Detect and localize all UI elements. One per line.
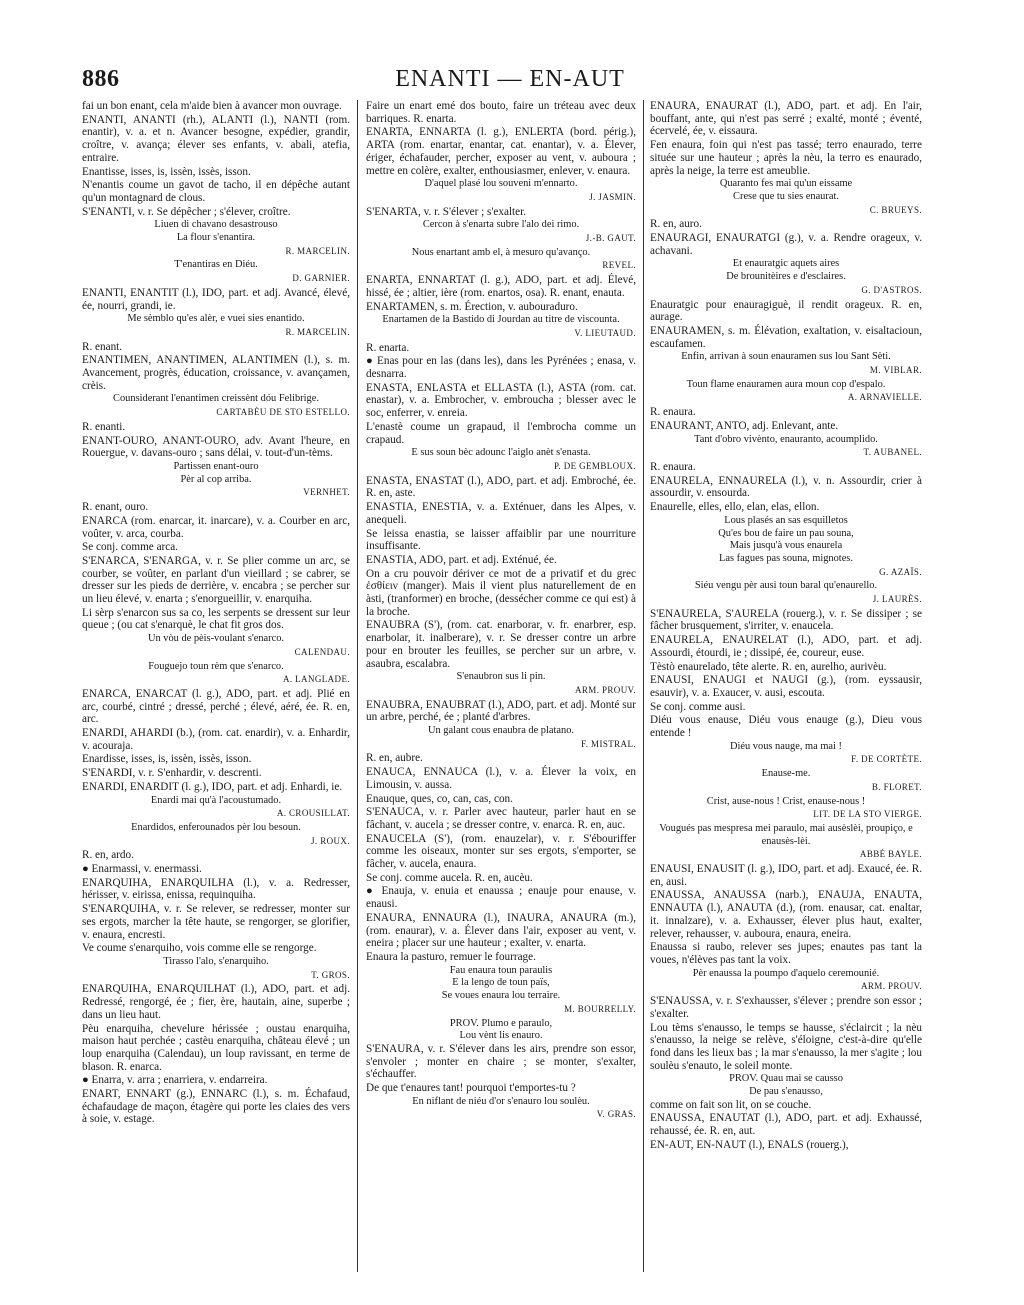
text-column-middle [366,100,636,1290]
citation-author: C. BRUEYS. [869,204,922,215]
citation-author: R. MARCELIN. [285,245,350,256]
quotation-line: Lous plasés an sas esquilletos [724,514,848,526]
dictionary-entry: fai un bon enant, cela m'aide bien à avancer mon ouvrage. [82,100,342,112]
dictionary-entry: Se conj. comme ausi. [650,700,746,713]
citation-author: T. AUBANEL. [863,447,922,458]
dictionary-entry: ENARTA, ENNARTA (l. g.), ENLERTA (bord. périg.), ARTA (rom. enartar, enantar, cat. enantar), v. a. Élever, ériger, échafauder, percher, exposer au vent, v. auboura ; mettre en colère, exalter, enthousiasmer, enlever, v. enaura. [366,126,636,177]
dictionary-entry: ENAURA, ENNAURA (l.), INAURA, ANAURA (m.), (rom. enaurar), v. a. Élever dans l'air, exposer au vent, v. eneira ; placer sur une hauteur ; exalter, v. enarta. [366,911,636,950]
citation-author: J.-B. GAUT. [585,233,636,244]
citation-author: J. LAURÈS. [872,594,922,605]
citation-author: ABBÉ BAYLE. [859,849,922,860]
dictionary-entry: S'ENAUCA, v. r. Parler avec hauteur, parler haut en se fâchant, v. aucela ; se dresser contre, v. enarca. R. en, auc. [366,806,636,831]
quotation-line: Las fagues pas souna, mignotes. [719,552,853,564]
quotation-line: Enause-me. [761,768,811,780]
dictionary-entry: comme on fait son lit, on se couche. [650,1098,812,1111]
quotation-line: Fau enaura toun paraulis [449,964,553,976]
dictionary-entry: ENAUSI, ENAUSIT (l. g.), IDO, part. et adj. Exaucé, ée. R. en, ausi. [650,863,922,888]
dictionary-entry: ENANT-OURO, ANANT-OURO, adv. Avant l'heure, en Rouergue, v. davans-ouro ; sans délai, v. tout-d'un-tèms. [82,434,350,460]
dictionary-entry: Pèu enarquiha, chevelure hérissée ; oustau enarquiha, maison haut perchée ; castèu enarquiha, château élevé ; un loup enarquiha (Calendau), un loup ravissant, en terme de blason. R. enarca. [82,1022,350,1073]
citation-author: M. VIBLAR. [869,365,922,376]
dictionary-entry: ENARTA, ENNARTAT (l. g.), ADO, part. et adj. Élevé, hissé, ée ; altier, ière (rom. enartos, osa). R. enant, enauta. [366,274,636,299]
quotation-line: PROV. Plumo e paraulo, [449,1017,553,1029]
citation-author: A. CROUSILLAT. [276,808,350,819]
running-head: ENANTI — EN-AUT [395,66,625,92]
quotation-line: Toun flame enauramen aura moun cop d'espalo. [686,378,886,390]
quotation-line: S'enaubron sus li pin. [456,671,546,683]
citation-author: D. GARNIER. [292,273,350,284]
citation-author: CARTABÈU DE STO ESTELLO. [216,407,350,418]
dictionary-entry: ENARCA, ENARCAT (l. g.), ADO, part. et adj. Plié en arc, courbé, cintré ; dressé, perché ; élevé, aéré, ée. R. en, arc. [82,687,350,726]
dictionary-entry: Enaussa si raubo, relever ses jupes; enautes pas tant la voues, n'élèves pas tant la voix. [650,941,922,966]
dictionary-entry: On a cru pouvoir dériver ce mot de a privatif et du grec ἐσθίειν (manger). Mais il vient plus naturellement de en àsti, (tranformer) en broche, (dessécher comme ce qui est) à la broche. [366,567,636,618]
dictionary-entry: ENARCA (rom. enarcar, it. inarcare), v. a. Courber en arc, voûter, v. arca, courba. [82,514,350,540]
dictionary-entry: Enauque, ques, co, can, cas, con. [366,792,513,805]
dictionary-entry: ENARQUIHA, ENARQUILHAT (l.), ADO, part. et adj. Redressé, rengorgé, ée ; fier, ère, hautain, aine, superbe ; dans un lieu haut. [82,983,350,1021]
dictionary-entry: ENAURA, ENAURAT (l.), ADO, part. et adj. En l'air, bouffant, ante, qui n'est pas serré ; exalté, monté ; éventé, écervelé, ée, v. eissaura. [650,100,922,138]
citation-author: G. AZAÏS. [879,566,922,577]
dictionary-entry: ENAUBRA, ENAUBRAT (l.), ADO, part. et adj. Monté sur un arbre, perché, ée ; planté d'arbres. [366,698,636,724]
citation-author: J. JASMIN. [589,191,636,202]
quotation-line: Se voues enaura lou terraire. [441,990,561,1002]
dictionary-entry: R. enarta. [366,341,410,354]
dictionary-entry: S'ENANTI, v. r. Se dépêcher ; s'élever, croître. [82,205,291,218]
dictionary-entry: N'enantis coume un gavot de tacho, il en dépêche autant qu'un montagnard de clous. [82,179,350,204]
dictionary-entry: R. enant, ouro. [82,501,149,514]
quotation-line: T'enantiras en Diéu. [174,259,258,271]
dictionary-entry: ENAUBRA (S'), (rom. cat. enarborar, v. fr. enarbrer, esp. enarbolar, it. inalberare), v. r. Se dresser contre un arbre pour en brouter les feuilles, se percher sur un arbre, v. asaubra, escalabra. [366,619,636,670]
quotation-line: Lou vènt lis enauro. [459,1030,543,1042]
quotation-line: Crese que tu sies enaurat. [733,190,839,202]
dictionary-entry: R. enanti. [82,420,126,433]
dictionary-entry: S'ENAUSSA, v. r. S'exhausser, s'élever ; prendre son essor ; s'exalter. [650,995,922,1020]
dictionary-entry: ENAUSSA, ANAUSSA (narb.), ENAUJA, ENAUTA, ENNAUTA (l.), ANAUTA (d.), (rom. enausar, cat. enaltar, it. innalzare), v. a. Exhausser, élever plus haut, exalter, relever, rehausser, v. auboura, enaura, eneira. [650,889,922,940]
page-number: 886 [82,66,120,92]
dictionary-entry: S'ENAURA, v. r. S'élever dans les airs, prendre son essor, s'envoler ; monter en chaire ; se monter, s'exalter, s'échauffer. [366,1042,636,1081]
dictionary-entry: Li sèrp s'enarcon sus sa co, les serpents se dressent sur leur queue ; (ou cat s'enarquè, le chat fit gros dos. [82,606,350,632]
dictionary-entry: Fen enaura, foin qui n'est pas tassé; terro enaurado, terre située sur une hauteur ; après la nèu, la terro es enaurado, après la neige, la terre est ameublie. [650,139,922,177]
dictionary-entry: R. en, aubre. [366,752,423,765]
dictionary-entry: Enauratgic pour enauragiguè, il rendit orageux. R. en, aurage. [650,298,922,324]
citation-author: LIT. DE LA STO VIERGE. [813,809,922,820]
dictionary-entry: ENASTA, ENLASTA et ELLASTA (l.), ASTA (rom. cat. enastar), v. a. Embrocher, v. embroucha ; blesser avec le soc, enferrer, v. enreia. [366,381,636,420]
dictionary-entry: De que t'enaures tant! pourquoi t'emportes-tu ? [366,1082,576,1095]
quotation-line: En niflant de niéu d'or s'enauro lou soulèu. [412,1095,590,1107]
quotation-line: E la lengo de toun païs, [452,977,550,989]
dictionary-entry: R. en, auro. [650,218,702,231]
citation-author: A. LANGLADE. [282,674,350,685]
quotation-line: Siéu vengu pèr ausi toun baral qu'enaurello. [694,580,878,592]
quotation-line: Diéu vous nauge, ma mai ! [730,740,842,752]
dictionary-entry: EN-AUT, EN-NAUT (l.), ENALS (rouerg.), [650,1138,849,1151]
citation-author: ARM. PROUV. [574,684,636,695]
dictionary-entry: L'enastè coume un grapaud, il l'embrocha comme un crapaud. [366,420,636,446]
citation-author: V. GRAS. [596,1109,636,1120]
dictionary-entry: ● Enarra, v. arra ; enarriera, v. endarreira. [82,1074,268,1087]
citation-author: ARM. PROUV. [860,981,922,992]
dictionary-entry: ENARTAMEN, s. m. Érection, v. aubouraduro. [366,300,578,313]
citation-author: P. DE GEMBLOUX. [553,460,636,471]
dictionary-entry: ENASTIA, ADO, part. et adj. Exténué, ée. [366,553,557,566]
quotation-line: Pèr al cop arriba. [180,473,252,485]
column-divider [643,100,644,1272]
citation-author: F. MISTRAL. [581,738,636,749]
quotation-line: PROV. Quau mai se causso [729,1073,843,1085]
dictionary-entry: ENAURELA, ENNAURELA (l.), v. n. Assourdir, crier à assourdir, v. ensourda. [650,474,922,500]
dictionary-entry: ENAURAGI, ENAURATGI (g.), v. a. Rendre orageux, v. achavani. [650,232,922,257]
dictionary-entry: R. enaura. [650,460,696,473]
dictionary-entry: Ve coume s'enarquiho, vois comme elle se rengorge. [82,942,317,955]
quotation-line: Enartamen de la Bastido di Jourdan au titre de viscounta. [382,314,620,326]
dictionary-entry: ENAUCA, ENNAUCA (l.), v. a. Élever la voix, en Limousin, v. aussa. [366,766,636,791]
dictionary-entry: S'ENARQUIHA, v. r. Se relever, se redresser, monter sur ses ergots, marcher la tête haute, se rengorger, se glorifier, v. enaura, encresti. [82,903,350,941]
dictionary-entry: Se leissa enastia, se laisser affaiblir par une nourriture insuffisante. [366,527,636,553]
dictionary-entry: Enantisse, isses, is, issèn, issès, isson. [82,165,251,178]
quotation-line: Liuen di chavano desastrouso [154,219,278,231]
citation-author: A. ARNAVIELLE. [847,392,922,403]
dictionary-entry: ENAUSSA, ENAUTAT (l.), ADO, part. et adj. Exhaussé, rehaussé, ée. R. en, aut. [650,1112,922,1138]
quotation-line: Me sèmblo qu'es alèr, e vuei sies enantido. [127,313,305,325]
dictionary-entry: S'ENARDI, v. r. S'enhardir, v. descrenti. [82,767,262,780]
dictionary-entry: Faire un enart emé dos bouto, faire un tréteau avec deux barriques. R. enarta. [366,100,636,125]
dictionary-entry: Enaura la pasturo, remuer le fourrage. [366,951,536,963]
quotation-line: Tant d'obro vivènto, enauranto, acoumplido. [694,433,878,445]
dictionary-entry: ENARQUIHA, ENARQUILHA (l.), v. a. Redresser, hérisser, v. eirissa, enissa, requinquiha. [82,876,350,902]
citation-author: R. MARCELIN. [285,326,350,337]
citation-author: G. D'ASTROS. [861,284,922,295]
citation-author: M. BOURRELLY. [564,1003,636,1014]
dictionary-entry: ENANTI, ANANTI (rh.), ALANTI (l.), NANTI (rom. enantir), v. a. et n. Avancer besogne, expédier, grandir, croître, v. avança; élever ses enfants, v. abali, atefia, entraire. [82,113,350,164]
quotation-line: Crist, ause-nous ! Crist, enause-nous ! [706,795,866,807]
quotation-line: E sus soun bèc adounc l'aiglo anèt s'enasta. [411,447,591,459]
quotation-line: Pèr enaussa la poumpo d'aquelo ceremounié. [692,967,880,979]
quotation-line: Un galant cous enaubra de platano. [428,725,574,737]
dictionary-entry: S'ENAURELA, S'AURELA (rouerg.), v. r. Se dissiper ; se fâcher brusquement, s'irriter, v. enaucela. [650,607,922,633]
citation-author: T. GROS. [311,969,350,980]
dictionary-entry: ENARDI, AHARDI (b.), (rom. cat. enardir), v. a. Enhardir, v. acouraja. [82,727,350,752]
quotation-line: Qu'es bou de faire un pau souna, [718,527,854,539]
quotation-line: Quaranto fes mai qu'un eissame [719,178,853,190]
dictionary-entry: Enaurelle, elles, ello, elan, elas, ellon. [650,501,820,514]
page-header [82,66,938,96]
dictionary-entry: ENAUCELA (S'), (rom. enauzelar), v. r. S'ébouriffer comme les oiseaux, monter sur ses ergots, s'emporter, se fâcher, v. aucela, enaura. [366,832,636,871]
dictionary-entry: Enardisse, isses, is, issèn, issès, isson. [82,753,252,766]
quotation-line: Vougués pas mespresa mei paraulo, mai ausèslèi, proupiço, e enausès-lèi. [659,822,913,847]
quotation-line: De brounitèires e d'esclaires. [726,271,846,283]
dictionary-entry: ● Enauja, v. enuia et enaussa ; enauje pour enause, v. enausi. [366,885,636,911]
citation-author: VERNHET. [303,487,350,498]
citation-author: V. LIEUTAUD. [574,327,636,338]
dictionary-entry: Se conj. comme aucela. R. en, aucèu. [366,871,533,884]
quotation-line: De pau s'enausso, [749,1086,823,1098]
dictionary-entry: ENAUSI, ENAUGI et NAUGI (g.), (rom. eyssausir, esauvir), v. a. Exaucer, v. ausi, escouta. [650,674,922,699]
dictionary-entry: S'ENARCA, S'ENARGA, v. r. Se plier comme un arc, se courber, se voûter, en parlant d'un vieillard ; se cabrer, se dresser sur les pieds de derrière, v. encabra ; se percher sur un lieu élevé, v. enarta ; s'enorgueillir, v. enarquiha. [82,554,350,606]
quotation-line: Counsiderant l'enantimen creissènt dóu Felibrige. [113,393,319,405]
quotation-line: La flour s'enantira. [176,232,256,244]
dictionary-entry: ENAURAMEN, s. m. Élévation, exaltation, v. eisaltacioun, escaufamen. [650,324,922,350]
dictionary-entry: Diéu vous enause, Diéu vous enauge (g.), Dieu vous entende ! [650,714,922,740]
dictionary-entry: S'ENARTA, v. r. S'élever ; s'exalter. [366,205,527,218]
dictionary-entry: R. enaura. [650,406,696,419]
quotation-line: Fouguejo toun rèm que s'enarco. [148,660,284,672]
quotation-line: Cercon à s'enarta subre l'alo dei rimo. [422,219,580,231]
dictionary-entry: R. en, ardo. [82,849,134,862]
quotation-line: Enfin, arrivan à soun enauramen sus lou Sant Sèti. [681,351,891,363]
citation-author: REVEL. [602,260,636,271]
dictionary-entry: Tèstò enaurelado, tête alerte. R. en, aurelho, aurivèu. [650,660,887,673]
citation-author: CALENDAU. [294,646,350,657]
dictionary-entry: Se conj. comme arca. [82,541,178,554]
citation-author: F. DE CORTÈTE. [851,754,922,765]
text-column-left [82,100,350,1290]
quotation-line: D'aquel plasé lou souveni m'ennarto. [424,178,578,190]
dictionary-entry: ENANTIMEN, ANANTIMEN, ALANTIMEN (l.), s. m. Avancement, progrès, éducation, croissance, v. avançamen, crèis. [82,354,350,392]
dictionary-entry: ● Enas pour en las (dans les), dans les Pyrénées ; enasa, v. desnarra. [366,355,636,381]
dictionary-entry: ENASTIA, ENESTIA, v. a. Exténuer, dans les Alpes, v. anequeli. [366,501,636,526]
dictionary-entry: ● Enarmassi, v. enermassi. [82,863,202,876]
dictionary-entry: ENART, ENNART (g.), ENNARC (l.), s. m. Échafaud, échafaudage de maçon, étagère qui porte les claies des vers à soie, v. estage. [82,1088,350,1126]
dictionary-entry: ENANTI, ENANTIT (l.), IDO, part. et adj. Avancé, élevé, ée, nourri, grandi, ie. [82,286,350,312]
quotation-line: Et enauratgic aquets aires [732,258,840,270]
dictionary-entry: ENASTA, ENASTAT (l.), ADO, part. et adj. Embroché, ée. R. en, aste. [366,474,636,500]
citation-author: B. FLORET. [871,781,922,792]
quotation-line: Tirasso l'alo, s'enarquiho. [163,956,269,967]
dictionary-entry: Lou tèms s'enausso, le temps se hausse, s'éclaircit ; la nèu s'enausso, la neige se relève, s'éloigne, c'est-à-dire qu'elle fond dans les lieux bas ; la mar s'enausso, la mer s'agite ; lou soulèu s'enauto, le soleil monte. [650,1021,922,1072]
quotation-line: Nous enartant amb el, à mesuro qu'avanço. [411,246,591,258]
quotation-line: Partissen enant-ouro [173,460,259,472]
dictionary-entry: ENARDI, ENARDIT (l. g.), IDO, part. et adj. Enhardi, ie. [82,780,343,793]
quotation-line: Un vòu de pèis-voulant s'enarco. [147,633,285,645]
quotation-line: Enardidos, enferounados pèr lou besoun. [131,821,301,833]
dictionary-entry: R. enant. [82,340,123,353]
quotation-line: Enardi mai qu'à l'acoustumado. [150,794,282,806]
column-divider [357,100,358,1272]
dictionary-entry: ENAURANT, ANTO, adj. Enlevant, ante. [650,419,839,432]
citation-author: J. ROUX. [311,835,350,846]
quotation-line: Mais jusqu'à vous enaurela [729,540,843,552]
text-column-right [650,100,922,1290]
dictionary-entry: ENAURELA, ENAURELAT (l.), ADO, part. et adj. Assourdi, étourdi, ie ; dissipé, ée, coureur, euse. [650,634,922,659]
